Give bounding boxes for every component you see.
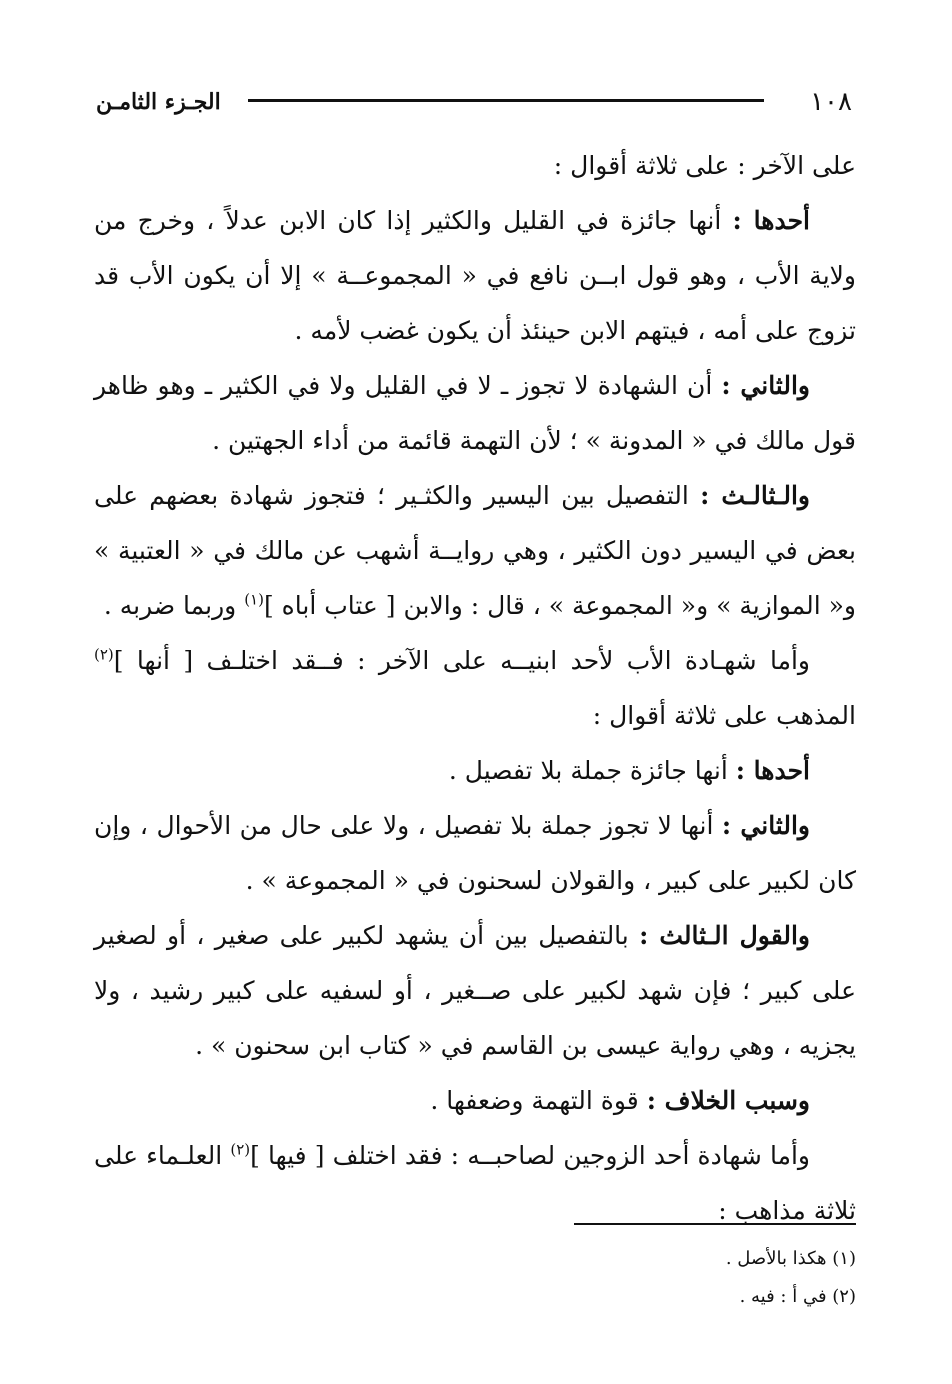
paragraph-tail: المذهب على ثلاثة أقوال : [592,701,856,730]
paragraph [94,358,856,468]
paragraph-text: وأما شهـادة الأب لأحد ابنيــه على الآخر : فــقد اختلـف [ أنها ] [113,646,810,675]
paragraph-text: أنها لا تجوز جملة بلا تفصيل ، ولا على حال من الأحوال ، وإن كان لكبير على كبير ، والقولان لسحنون في « المجموعة » . [94,811,856,895]
running-title: الجـزء الثامـن [96,89,221,115]
header-rule [248,99,764,102]
paragraph-text: وأما شهادة أحد الزوجين لصاحبــه : فقد اختلف [ فيها ] [250,1141,810,1170]
body-text [94,138,856,1238]
paragraph-text: أنها جائزة في القليل والكثير إذا كان الابن عدلاً ، وخرج من ولاية الأب ، وهو قول ابــن نافع في « المجموعــة » إلا أن يكون الأب قد تزوج على أمه ، فيتهم الابن حينئذ أن يكون غضب لأمه . [94,206,856,345]
paragraph [94,908,856,1073]
paragraph-lead: أحدها : [732,206,810,235]
paragraph-tail: العلـماء على ثلاثة مذاهب : [94,1141,856,1225]
paragraph [94,1128,856,1238]
paragraph-lead: والثاني : [721,811,810,840]
paragraph-lead: والقول الـثالث : [639,921,811,950]
paragraph [94,743,856,798]
paragraph-lead: والثاني : [721,371,810,400]
paragraph [94,138,856,193]
footnote-separator [574,1223,856,1225]
paragraph-text: قوة التهمة وضعفها . [430,1086,647,1115]
page-header [96,86,856,126]
paragraph [94,633,856,743]
footnote: (١) هكذا بالأصل . [725,1248,856,1269]
paragraph-lead: أحدها : [735,756,810,785]
paragraph [94,798,856,908]
paragraph-text: أن الشهادة لا تجوز ـ لا في القليل ولا في الكثير ـ وهو ظاهر قول مالك في « المدونة » ؛ لأن التهمة قائمة من أداء الجهتين . [94,371,856,455]
page-number: ١٠٨ [810,87,852,117]
paragraph [94,468,856,633]
footnote-ref[interactable]: (٢) [230,1140,251,1159]
footnotes [356,1240,856,1316]
paragraph-text: أنها جائزة جملة بلا تفصيل . [448,756,736,785]
footnote-ref[interactable]: (١) [244,590,264,609]
paragraph-lead: وسبب الخلاف : [646,1086,810,1115]
paragraph-tail: وربما ضربه . [103,591,245,620]
paragraph-text: بالتفصيل بين أن يشهد لكبير على صغير ، أو لصغير على كبير ؛ فإن شهد لكبير على صــغير ، أو لسفيه على كبير رشيد ، ولا يجزيه ، وهي رواية عيسى بن القاسم في « كتاب ابن سحنون » . [94,921,856,1060]
paragraph-text: التفصيل بين اليسير والكثـير ؛ فتجوز شهادة بعضهم على بعض في اليسير دون الكثير ، وهي روايــة أشهب عن مالك في « العتبية » و« الموازية » و« المجموعة » ، قال : والابن [ عتاب أباه ] [94,481,856,620]
paragraph [94,1073,856,1128]
paragraph-text: على الآخر : على ثلاثة أقوال : [553,151,856,180]
footnote: (٢) في أ : فيه . [739,1286,856,1307]
paragraph-lead: والـثالـث : [700,481,810,510]
footnote-ref[interactable]: (٢) [94,645,114,664]
paragraph [94,193,856,358]
